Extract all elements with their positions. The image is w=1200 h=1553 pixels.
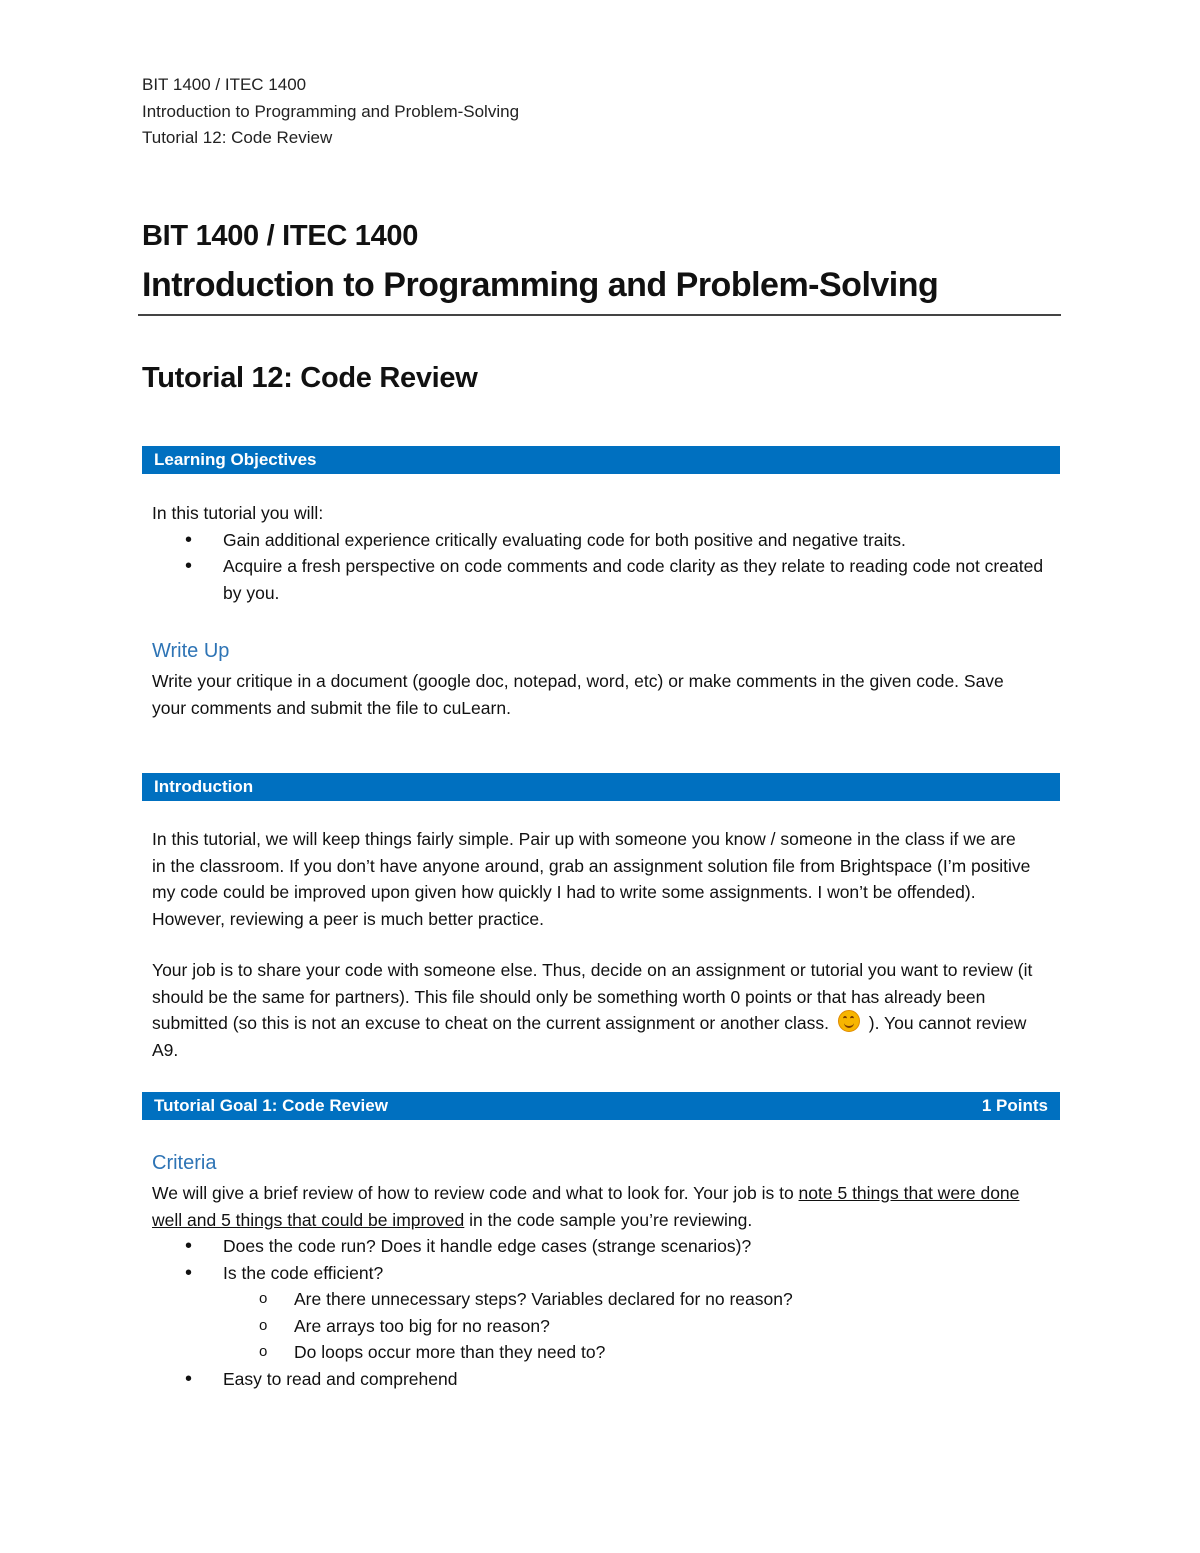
intro-para2-end: ). You cannot review A9. [152,1013,1027,1060]
objectives-intro: In this tutorial you will: [152,503,324,523]
criteria-text-end: in the code sample you’re reviewing. [464,1209,753,1230]
introduction-paragraph-2 [152,957,1052,1063]
goal1-bar [142,1092,1060,1120]
criteria-list-continued [152,1366,1032,1393]
list-item: • Gain additional experience critically evaluating code for both positive and negative traits. [152,527,1052,554]
list-item: o Do loops occur more than they need to? [152,1339,1032,1366]
header-course-name: Introduction to Programming and Problem-Solving [142,101,520,121]
list-item [152,1260,1032,1287]
learning-objectives-bar [142,446,1060,474]
list-item: • Easy to read and comprehend [152,1366,1032,1393]
page-header [142,72,519,152]
tutorial-title: Tutorial 12: Code Review [142,362,478,394]
learning-objectives-body [152,500,1052,606]
criteria-heading: Criteria [152,1152,217,1174]
course-name-title: Introduction to Programming and Problem-Solving [142,266,939,304]
intro-para2-text: Your job is to share your code with someone else. Thus, decide on an assignment or tutorial you want to review (it should be the same for partners). This file should only be something worth 0 points or that has already been submitted (so this is not an excuse to cheat on the current assignment or another class. [152,960,1033,1033]
criteria-body [152,1180,1032,1392]
efficiency-sublist [152,1286,1032,1366]
goal1-heading: Tutorial Goal 1: Code Review [154,1096,388,1115]
list-item: • Acquire a fresh perspective on code comments and code clarity as they relate to reading code not created by you. [152,553,1052,606]
header-tutorial: Tutorial 12: Code Review [142,128,333,147]
course-code-title: BIT 1400 / ITEC 1400 [142,220,419,252]
writeup-text: Write your critique in a document (google doc, notepad, word, etc) or make comments in the given code. Save your comments and submit the file to cuLearn. [152,671,1004,718]
introduction-bar [142,773,1060,801]
list-item: o Are there unnecessary steps? Variables declared for no reason? [152,1286,1032,1313]
criteria-list [152,1233,1032,1286]
smiley-icon [838,1010,860,1032]
list-item: • Does the code run? Does it handle edge cases (strange scenarios)? [152,1233,1032,1260]
list-item-text: Is the code efficient? [223,1262,384,1283]
title-divider [138,314,1061,316]
header-course-code: BIT 1400 / ITEC 1400 [142,75,307,94]
objectives-list [152,527,1052,607]
writeup-heading: Write Up [152,640,230,662]
introduction-heading: Introduction [154,777,254,796]
criteria-emphasis: note 5 things that were done well and 5 things that could be improved [152,1183,1020,1230]
introduction-paragraph-1: In this tutorial, we will keep things fairly simple. Pair up with someone you know / someone in the class if we are in the classroom. If you don’t have anyone around, grab an assignment solution file from Brightspace (I’m positive my code could be improved upon given how quickly I had to write some assignments. I won’t be offended). However, reviewing a peer is much better practice. [152,829,1031,929]
criteria-intro [152,1180,1032,1233]
list-item: o Are arrays too big for no reason? [152,1313,1032,1340]
criteria-text: We will give a brief review of how to review code and what to look for. Your job is to [152,1183,799,1203]
goal1-points: 1 Points [981,1096,1048,1115]
learning-objectives-heading: Learning Objectives [154,450,317,469]
